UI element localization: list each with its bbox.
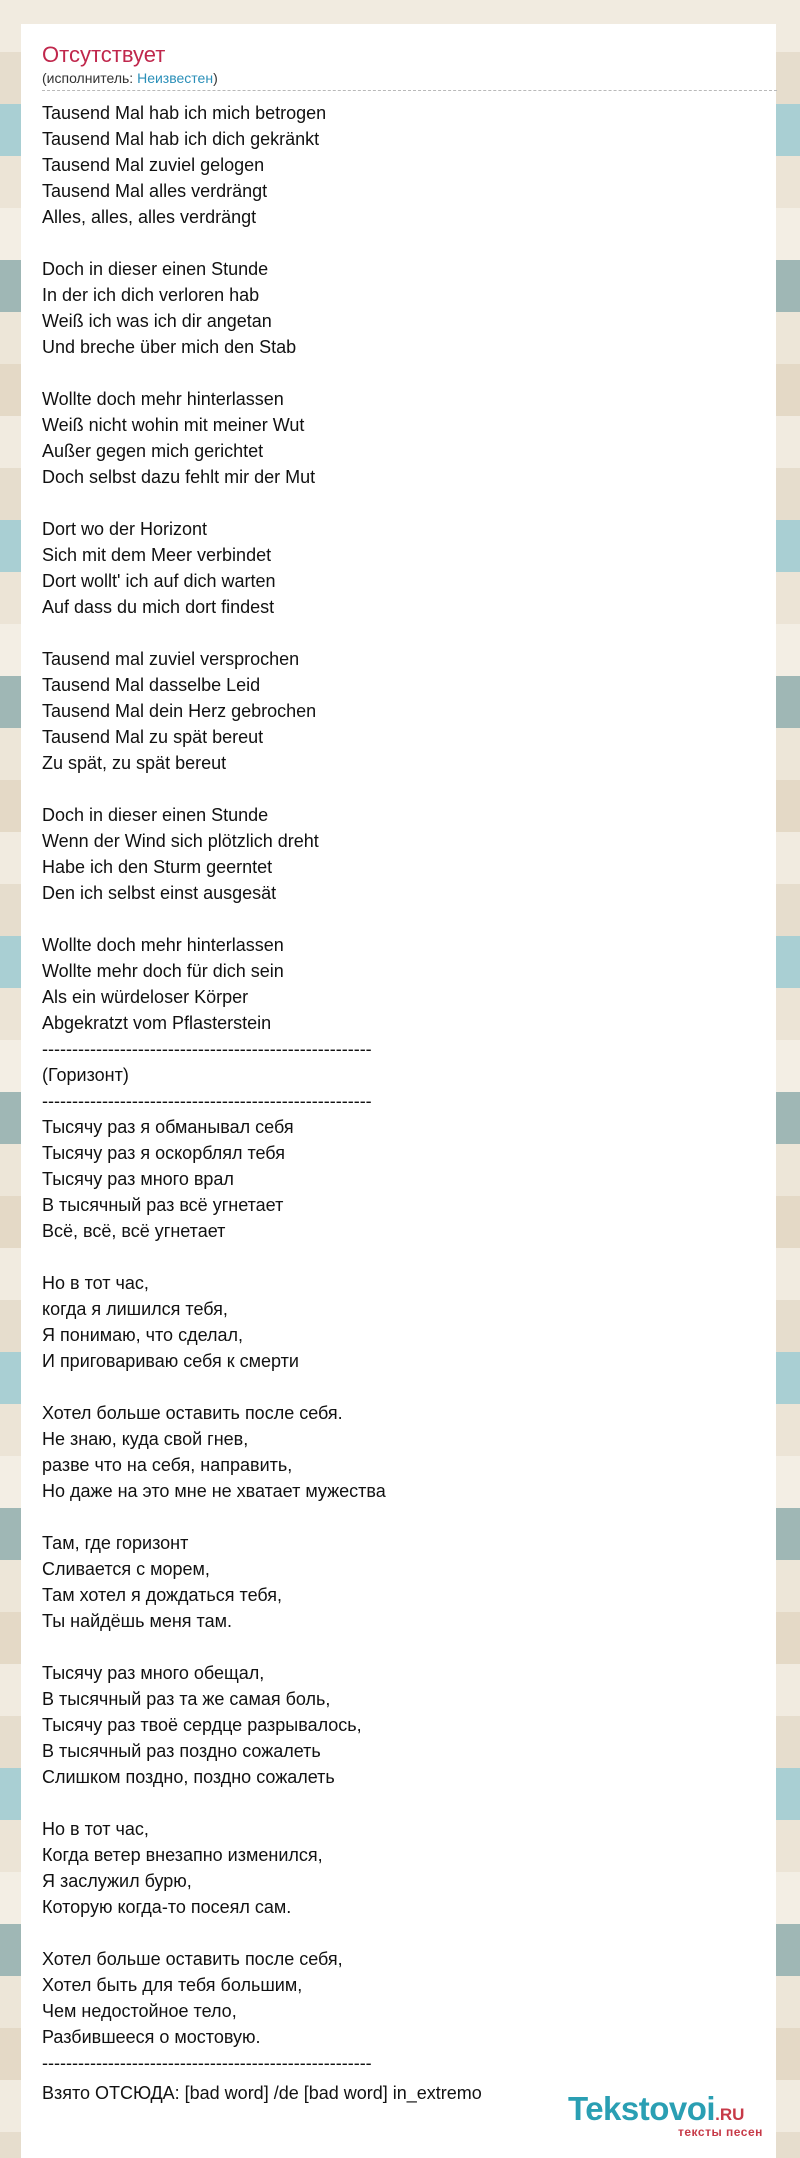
artist-line	[42, 70, 756, 86]
artist-suffix: )	[213, 70, 218, 86]
logo-wordmark: Tekstovoi	[568, 2090, 716, 2127]
logo-domain: .RU	[715, 2105, 745, 2124]
lyrics-card	[21, 24, 776, 2158]
header-divider	[42, 90, 777, 91]
logo-tagline: тексты песен	[678, 2125, 763, 2139]
song-title: Отсутствует	[42, 42, 166, 67]
site-logo[interactable]	[568, 2091, 778, 2139]
source-line: Взято ОТСЮДА: [bad word] /de [bad word] in_extremo	[42, 2083, 482, 2103]
artist-link[interactable]: Неизвестен	[137, 70, 214, 86]
artist-prefix: (исполнитель:	[42, 70, 138, 86]
lyrics-text: Tausend Mal hab ich mich betrogen Tausend Mal hab ich dich gekränkt Tausend Mal zuviel gelogen Tausend Mal alles verdrängt Alles, alles, alles verdrängt Doch in dieser einen Stunde In der ich dich verloren hab Weiß ich was ich dir angetan Und breche über mich den Stab Wollte doch mehr hinterlassen Weiß nicht wohin mit meiner Wut Außer gegen mich gerichtet Doch selbst dazu fehlt mir der Mut Dort wo der Horizont Sich mit dem Meer verbindet Dort wollt' ich auf dich warten Auf dass du mich dort findest Tausend mal zuviel versprochen Tausend Mal dasselbe Leid Tausend Mal dein Herz gebrochen Tausend Mal zu spät bereut Zu spät, zu spät bereut Doch in dieser einen Stunde Wenn der Wind sich plötzlich dreht Habe ich den Sturm geerntet Den ich selbst einst ausgesät Wollte doch mehr hinterlassen Wollte mehr doch für dich sein Als ein würdeloser Körper Abgekratzt vom Pflasterstein ------------------------------------------------------- (Горизонт) ------------------------------------------------------- Тысячу раз я обманывал себя Тысячу раз я оскорблял тебя Тысячу раз много врал В тысячный раз всё угнетает Всё, всё, всё угнетает Но в тот час, когда я лишился тебя, Я понимаю, что сделал, И приговариваю себя к смерти Хотел больше оставить после себя. Не знаю, куда свой гнев, разве что на себя, направить, Но даже на это мне не хватает мужества Там, где горизонт Сливается с морем, Там хотел я дождаться тебя, Ты найдёшь меня там. Тысячу раз много обещал, В тысячный раз та же самая боль, Тысячу раз твоё сердце разрывалось, В тысячный раз поздно сожалеть Слишком поздно, поздно сожалеть Но в тот час, Когда ветер внезапно изменился, Я заслужил бурю, Которую когда-то посеял сам. Хотел больше оставить после себя, Хотел быть для тебя большим, Чем недостойное тело, Разбившееся о мостовую. -------------------------------------------------------	[42, 103, 386, 2073]
